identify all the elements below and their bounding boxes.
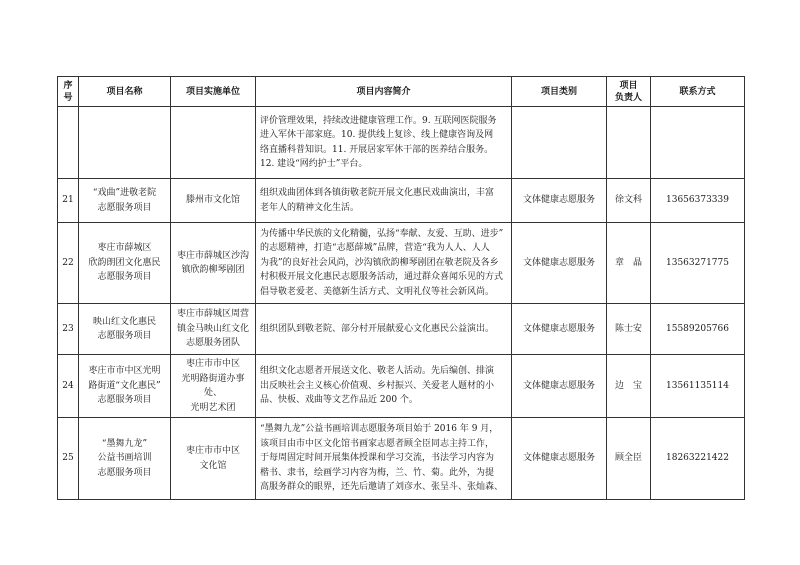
cell-name: “墨舞九龙” 公益书画培训 志愿服务项目 xyxy=(79,418,171,500)
header-contact: 联系方式 xyxy=(651,77,745,107)
cell-content: 组织团队到敬老院、部分村开展献爱心文化惠民公益演出。 xyxy=(256,304,512,355)
cell-content: 评价管理效果，持续改进健康管理工作。9. 互联网医院服务 进入军休干部家庭。10. 提供线上复诊、线上健康咨询及网 络直播科普知识。11. 开展居家军休干部的医养结合服务。 12. 建设“网约护士”平台。 xyxy=(256,107,512,179)
table-row xyxy=(58,179,745,223)
cell-name xyxy=(79,107,171,179)
cell-contact: 13561135114 xyxy=(651,355,745,418)
project-table xyxy=(57,76,745,500)
cell-content: 组织文化志愿者开展送文化、敬老人活动。先后编创、排演 出反映社会主义核心价值观、乡村振兴、关爱老人题材的小 品、快板、戏曲等文艺作品近 200 个。 xyxy=(256,355,512,418)
table-row-continued xyxy=(58,107,745,179)
table-row xyxy=(58,418,745,500)
cell-category xyxy=(512,107,607,179)
header-name: 项目名称 xyxy=(79,77,171,107)
table-row xyxy=(58,304,745,355)
cell-leader: 徐文科 xyxy=(607,179,651,223)
header-leader: 项目 负责人 xyxy=(607,77,651,107)
cell-seq: 25 xyxy=(58,418,79,500)
cell-leader: 边 宝 xyxy=(607,355,651,418)
cell-unit: 枣庄市市中区 光明路街道办事处、 光明艺术团 xyxy=(171,355,256,418)
header-unit: 项目实施单位 xyxy=(171,77,256,107)
cell-leader xyxy=(607,107,651,179)
cell-name: 枣庄市市中区光明 路街道“文化惠民” 志愿服务项目 xyxy=(79,355,171,418)
header-content: 项目内容简介 xyxy=(256,77,512,107)
cell-category: 文体健康志愿服务 xyxy=(512,179,607,223)
cell-unit: 滕州市文化馆 xyxy=(171,179,256,223)
cell-name: “戏曲”进敬老院 志愿服务项目 xyxy=(79,179,171,223)
cell-content: 组织戏曲团体到各镇街敬老院开展文化惠民戏曲演出，丰富 老年人的精神文化生活。 xyxy=(256,179,512,223)
cell-contact: 18263221422 xyxy=(651,418,745,500)
cell-contact xyxy=(651,107,745,179)
cell-contact: 15589205766 xyxy=(651,304,745,355)
table-row xyxy=(58,355,745,418)
cell-unit xyxy=(171,107,256,179)
cell-seq xyxy=(58,107,79,179)
cell-category: 文体健康志愿服务 xyxy=(512,304,607,355)
cell-seq: 24 xyxy=(58,355,79,418)
cell-contact: 13563271775 xyxy=(651,223,745,304)
cell-content: “墨舞九龙”公益书画培训志愿服务项目始于 2016 年 9 月， 该项目由市中区文化馆书画家志愿者顾全臣同志主持工作， 于每周固定时间开展集体授课和学习交流，书法学习内容为 楷书、隶书，绘画学习内容为梅，兰、竹、菊。此外，为提 高服务群众的眼界，还先后邀请了刘彦水、张呈斗、张灿森、 xyxy=(256,418,512,500)
cell-name: 枣庄市薛城区 欣韵朗团文化惠民 志愿服务项目 xyxy=(79,223,171,304)
header-row xyxy=(58,77,745,107)
header-seq: 序 号 xyxy=(58,77,79,107)
cell-leader: 陈士安 xyxy=(607,304,651,355)
table-row xyxy=(58,223,745,304)
cell-seq: 22 xyxy=(58,223,79,304)
cell-leader: 章 晶 xyxy=(607,223,651,304)
cell-seq: 21 xyxy=(58,179,79,223)
cell-category: 文体健康志愿服务 xyxy=(512,418,607,500)
cell-leader: 顾全臣 xyxy=(607,418,651,500)
cell-category: 文体健康志愿服务 xyxy=(512,223,607,304)
cell-category: 文体健康志愿服务 xyxy=(512,355,607,418)
cell-unit: 枣庄市薛城区沙沟 镇欣韵柳琴剧团 xyxy=(171,223,256,304)
cell-unit: 枣庄市薛城区周营 镇金马映山红文化 志愿服务团队 xyxy=(171,304,256,355)
cell-unit: 枣庄市市中区 文化馆 xyxy=(171,418,256,500)
header-category: 项目类别 xyxy=(512,77,607,107)
cell-seq: 23 xyxy=(58,304,79,355)
cell-content: 为传播中华民族的文化精髓，弘扬“奉献、友爱、互助、进步” 的志愿精神，打造“志愿薛城”品牌，营造“我为人人、人人 为我”的良好社会风尚，沙沟镇欣韵柳琴剧团在敬老院及各乡 村积极开展文化惠民志愿服务活动，通过群众喜闻乐见的方式 倡导敬老爱老、美德新生活方式、文明礼仪等社会新风尚。 xyxy=(256,223,512,304)
cell-name: 映山红文化惠民 志愿服务项目 xyxy=(79,304,171,355)
cell-contact: 13656373339 xyxy=(651,179,745,223)
